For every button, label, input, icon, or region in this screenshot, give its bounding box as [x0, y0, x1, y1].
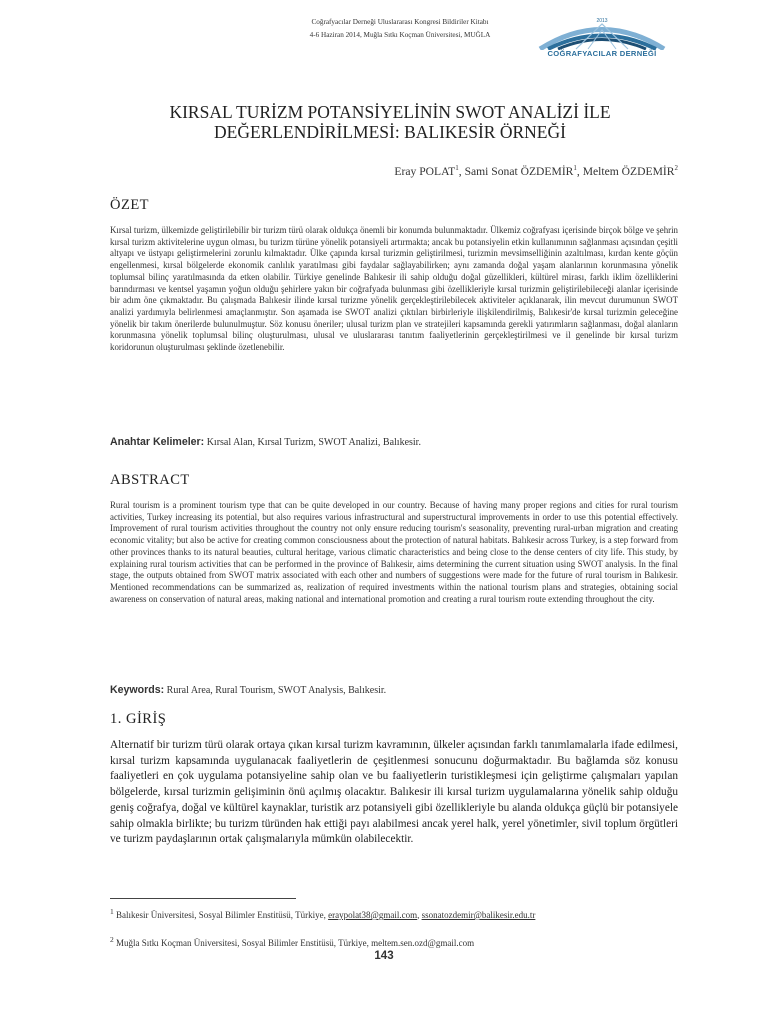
abstract-heading: ABSTRACT [110, 472, 190, 488]
page-number: 143 [374, 950, 394, 962]
footnote-mark: 1 [110, 907, 114, 916]
cografyacilar-dernegi-logo [536, 16, 668, 62]
footnote-1 [110, 906, 678, 921]
ozet-heading: ÖZET [110, 197, 150, 213]
author-affiliation-mark: 1 [573, 164, 577, 172]
logo-caption: COĞRAFYACILAR DERNEĞİ [547, 49, 657, 58]
giris-text: Alternatif bir turizm türü olarak ortaya çıkan kırsal turizm kavramının, ülkeler açısından farklı tanımlamalarla ifade edilmesi, kırsal turizm kapsamında uygulanacak faaliyetlerin de çeşitlenmesi sonucunu doğurmaktadır. Bu bağlamda söz konusu faaliyetleri en çok uygulama potansiyeline sahip olan ve bu faaliyetlerin turistikleşmesi için geliştirme çalışmaları yapılan bölgelerde, kırsal turizmin gelişiminin önü açılmış olacaktır. Balıkesir ili kırsal turizm uygulamalarına yönelik sahip olduğu geniş coğrafya, doğal ve kültürel kaynaklar, turistik arz potansiyeli gibi özellikleriyle bu alanda oldukça güçlü bir potansiyele sahip olmakla birlikte; bu turizm türünden hak ettiği payı alabilmesi ancak yerel halk, yerel yönetimler, sivil toplum örgütleri ve turizm paydaşlarının ortak çalışmalarıyla mümkün olabilecektir. [110, 739, 678, 846]
abstract-keywords [110, 684, 678, 696]
footnote-separator-text: , [417, 910, 422, 920]
author-separator: , [576, 164, 583, 178]
author-list [300, 164, 678, 178]
author-name: Meltem ÖZDEMİR [582, 164, 675, 178]
ozet-text: Kırsal turizm, ülkemizde geliştirilebilir bir turizm türü olarak oldukça önemli bir konumda bulunmaktadır. Ülkemiz coğrafyası içerisinde birçok bölge ve şehrin kırsal turizm aktivitelerine uygun olması, bu turizm türüne yönelik potansiyeli artırmakta; ancak bu potansiyelin etkin kullanımının sağlanması açısından çeşitli altyapı ve üstyapı geliştirmelerini zorunlu kılmaktadır. Ülke çapında kırsal turizmin geliştirilmesi, turizmin mevsimselliğinin azaltılması, kırdan kente göçün engellenmesi, kırsal bölgelerde ekonomik canlılık yaratılması gibi faydalar sağlayabilirken; aynı zamanda doğal yaşam alanlarının korunmasına yönelik toplumsal bilinç yaratılmasında da etken olabilir. Türkiye genelinde Balıkesir ili sahip olduğu doğal güzellikleri, kültürel mirası, farklı iklim özelliklerini barındırması ve kentsel yaşamın yoğun olduğu şehirlere yakın bir coğrafyada bulunması gibi özellikleriyle kırsal turizmin geliştirilebileceği alanlar içerisinde bir adım öne çıkmaktadır. Bu çalışmada Balıkesir ilinde kırsal turizme yönelik gerçekleştirilebilecek aktiviteler açıklanarak, ilin mevcut durumunun SWOT analizi yardımıyla belirlenmesi amaçlanmıştır. Son aşamada ise SWOT analizi çıktıları birbirleriyle ilişkilendirilmiş, Balıkesir'de kırsal turizmin geleceğine yönelik bir takım önerilerde bulunulmuştur. Söz konusu öneriler; ulusal turizm plan ve stratejileri kapsamında gerekli yatırımların sağlanması, doğal alanların korunmasına yönelik toplumsal bilinç oluşturulması, ulusal ve uluslararası tanıtım faaliyetlerinin gerçekleştirilmesi ve il genelinde bir kırsal turizm koridorunun oluşturulması şeklinde özetlenebilir. [110, 225, 678, 353]
footnote-separator [110, 898, 296, 899]
keywords-value: Kırsal Alan, Kırsal Turizm, SWOT Analizi, Balıkesir. [204, 437, 421, 448]
author-separator: , [458, 164, 465, 178]
running-header [0, 0, 768, 60]
keywords-label: Keywords: [110, 684, 165, 696]
conference-title: Coğrafyacılar Derneği Uluslararası Kongresi Bildiriler Kitabı [311, 18, 489, 26]
author-affiliation-mark: 1 [455, 164, 459, 172]
conference-date-place: 4-6 Haziran 2014, Muğla Sıtkı Koçman Üniversitesi, MUĞLA [309, 31, 491, 39]
footnote-mark: 2 [110, 935, 114, 944]
logo-year: 2013 [596, 18, 608, 24]
author-affiliation-mark: 2 [674, 164, 678, 172]
paper-title [110, 102, 670, 142]
ozet-keywords [110, 436, 678, 448]
logo-arcs-icon [536, 16, 668, 50]
footnote-text: Muğla Sıtkı Koçman Üniversitesi, Sosyal Bilimler Enstitüsü, Türkiye, meltem.sen.ozd@gmail.com [113, 938, 475, 948]
email-link[interactable]: eraypolat38@gmail.com [328, 910, 418, 920]
keywords-label: Anahtar Kelimeler: [110, 436, 205, 448]
author-name: Sami Sonat ÖZDEMİR [464, 164, 574, 178]
giris-heading: 1. GİRİŞ [110, 711, 167, 727]
conference-info [270, 16, 530, 42]
abstract-text: Rural tourism is a prominent tourism type that can be quite developed in our country. Because of having many proper regions and cities for rural tourism activities, Turkey increasing its potential, but also requires various infrastructural and superstructural improvements in order to use this potential effectively. Improvement of rural tourism activities throughout the country not only ensure reducing tourism's seasonality, preventing rural-urban migration and creating economic vitality; but also be active for creating common consciousness about the protection of natural habitats. Balıkesir across Turkey, is a step forward from other provinces thanks to its natural beauties, cultural heritage, various climatic characteristics and being close to the dense centers of city life. This study, by explaining rural tourism activities that can be performed in the province of Balıkesir, aims determining the current situation using SWOT analysis. In the final stage, the outputs obtained from SWOT matrix associated with each other and numbers of suggestions were made for the future of rural tourism in Balıkesir. Mentioned recommendations can be summarized as, realization of required investments within the national tourism plans and strategies, obtaining social awareness on conservation of natural areas, making national and international promotion and creating a rural tourism route extending throughout the city. [110, 500, 678, 604]
footnote-2 [110, 934, 678, 949]
email-link[interactable]: ssonatozdemir@balikesir.edu.tr [421, 910, 536, 920]
author-name: Eray POLAT [394, 164, 456, 178]
footnote-text: Balıkesir Üniversitesi, Sosyal Bilimler Enstitüsü, Türkiye, [116, 910, 329, 920]
keywords-value: Rural Area, Rural Tourism, SWOT Analysis, Balıkesir. [164, 685, 387, 696]
title-line-1: KIRSAL TURİZM POTANSİYELİNİN SWOT ANALİZİ İLE [169, 102, 611, 122]
title-line-2: DEĞERLENDİRİLMESİ: BALIKESİR ÖRNEĞİ [214, 122, 566, 142]
